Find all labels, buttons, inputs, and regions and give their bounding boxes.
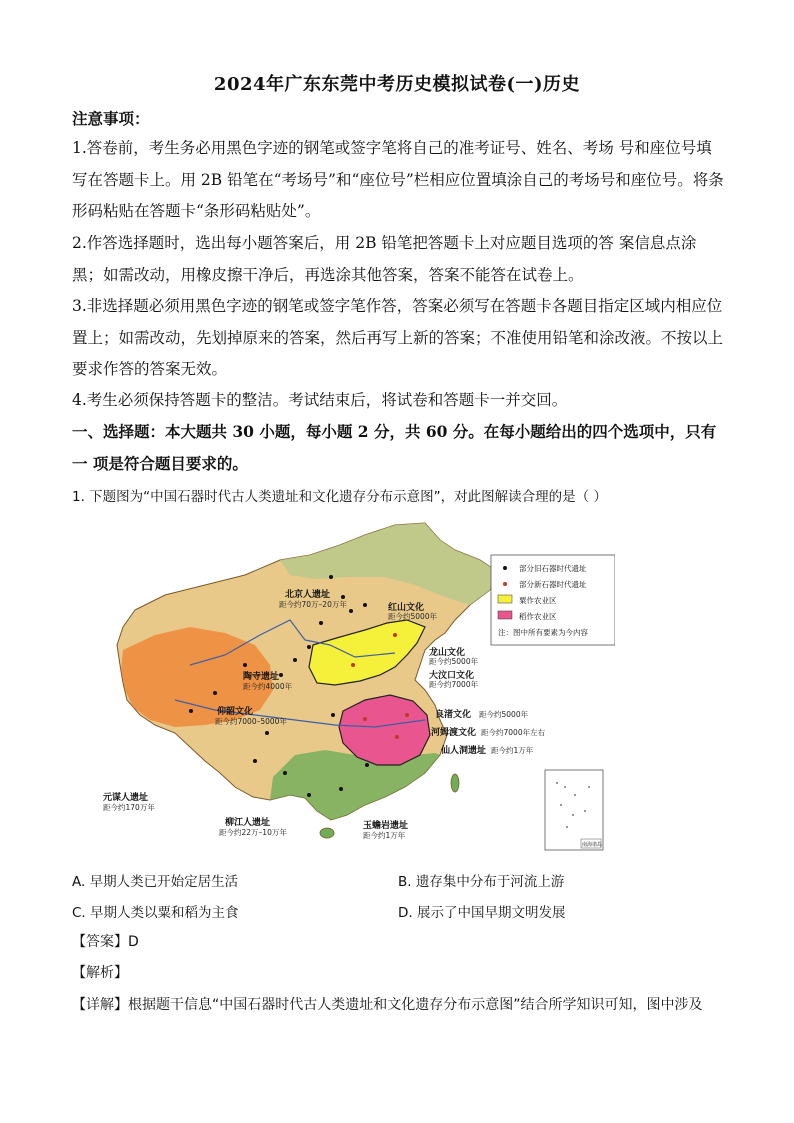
site-date: 距今约170万年 [103, 803, 155, 812]
site-label: 龙山文化 [429, 648, 466, 658]
option-d[interactable]: D. 展示了中国早期文明发展 [398, 905, 566, 921]
site-date: 距今约5000年 [429, 657, 479, 666]
site-date: 距今约1万年 [363, 831, 406, 840]
option-b[interactable]: B. 遗存集中分布于河流上游 [398, 874, 565, 890]
svg-text:部分新石器时代遗址: 部分新石器时代遗址 [519, 580, 587, 589]
answer: 【答案】D [72, 934, 139, 950]
site-label: 大汶口文化 [429, 671, 475, 681]
notice-3: 3.非选择题必须用黑色字迹的钢笔或签字笔作答，答案必须写在答题卡各题目指定区域内相应位置上；如需改动，先划掉原来的答案，然后再写上新的答案；不准使用铅笔和涂改液。不按以上要求作答的答案无效。 [72, 297, 724, 378]
site-label: 元谋人遗址 [103, 793, 149, 803]
hainan-island [320, 828, 334, 838]
section-heading: 一、选择题：本大题共 30 小题，每小题 2 分，共 60 分。在每小题给出的四个选项中，只有一 项是符合题目要求的。 [72, 422, 717, 473]
option-a[interactable]: A. 早期人类已开始定居生活 [72, 874, 239, 890]
svg-text:粟作农业区: 粟作农业区 [519, 596, 557, 605]
south-green [270, 750, 440, 820]
site-label: 玉蟾岩遗址 [363, 821, 409, 831]
site-label: 红山文化 [388, 603, 425, 613]
notice-1: 1.答卷前，考生务必用黑色字迹的钢笔或签字笔将自己的准考证号、姓名、考场 号和座位号填写在答题卡上。用 2B 铅笔在“考场号”和“座位号”栏相应位置填涂自己的考场号和座位号。将条形码粘贴在答题卡“条形码粘贴处”。 [72, 139, 724, 220]
site-label: 陶寺遗址 [243, 672, 280, 682]
site-label: 北京人遗址 [285, 590, 331, 600]
svg-text:稻作农业区: 稻作农业区 [519, 612, 557, 621]
site-date: 距今约1万年 [491, 746, 534, 755]
site-date: 距今约4000年 [243, 682, 293, 691]
site-date: 距今约22万–10万年 [219, 828, 287, 837]
question-1-stem: 1. 下题图为“中国石器时代古人类遗址和文化遗存分布示意图”，对此图解读合理的是（ ） [72, 489, 607, 505]
site-label: 仙人洞遗址 [441, 746, 487, 756]
site-date: 距今约70万–20万年 [279, 600, 347, 609]
south-sea-inset [545, 770, 603, 850]
option-c[interactable]: C. 早期人类以粟和稻为主食 [72, 905, 239, 921]
site-date: 距今约5000年 [388, 612, 438, 621]
notice-4: 4.考生必须保持答题卡的整洁。考试结束后，将试卷和答题卡一并交回。 [72, 391, 568, 409]
site-date: 距今约7000年左右 [481, 728, 546, 737]
analysis-label: 【解析】 [72, 965, 128, 981]
svg-text:部分旧石器时代遗址: 部分旧石器时代遗址 [519, 564, 587, 573]
site-date: 距今约7000年 [429, 680, 479, 689]
site-date: 距今约5000年 [479, 710, 529, 719]
site-label: 河姆渡文化 [431, 728, 477, 738]
site-label: 柳江人遗址 [225, 818, 271, 828]
site-label: 良渚文化 [435, 710, 472, 720]
notice-heading: 注意事项： [72, 109, 150, 128]
svg-text:注：图中所有要素为今内容: 注：图中所有要素为今内容 [498, 628, 588, 637]
site-label: 仰韶文化 [217, 707, 254, 717]
map-legend [491, 555, 615, 645]
detail-text: 【详解】根据题干信息“中国石器时代古人类遗址和文化遗存分布示意图”结合所学知识可知，图中涉及 [72, 997, 703, 1013]
china-stone-age-map [95, 515, 615, 855]
svg-text:南海诸岛: 南海诸岛 [582, 842, 603, 848]
page-title: 2024年广东东莞中考历史模拟试卷(一)历史 [213, 74, 581, 95]
site-date: 距今约7000–5000年 [215, 717, 287, 726]
notice-2: 2.作答选择题时，选出每小题答案后，用 2B 铅笔把答题卡上对应题目选项的答 案信息点涂黑；如需改动，用橡皮擦干净后，再选涂其他答案，答案不能答在试卷上。 [72, 234, 697, 284]
taiwan-island [451, 774, 459, 792]
